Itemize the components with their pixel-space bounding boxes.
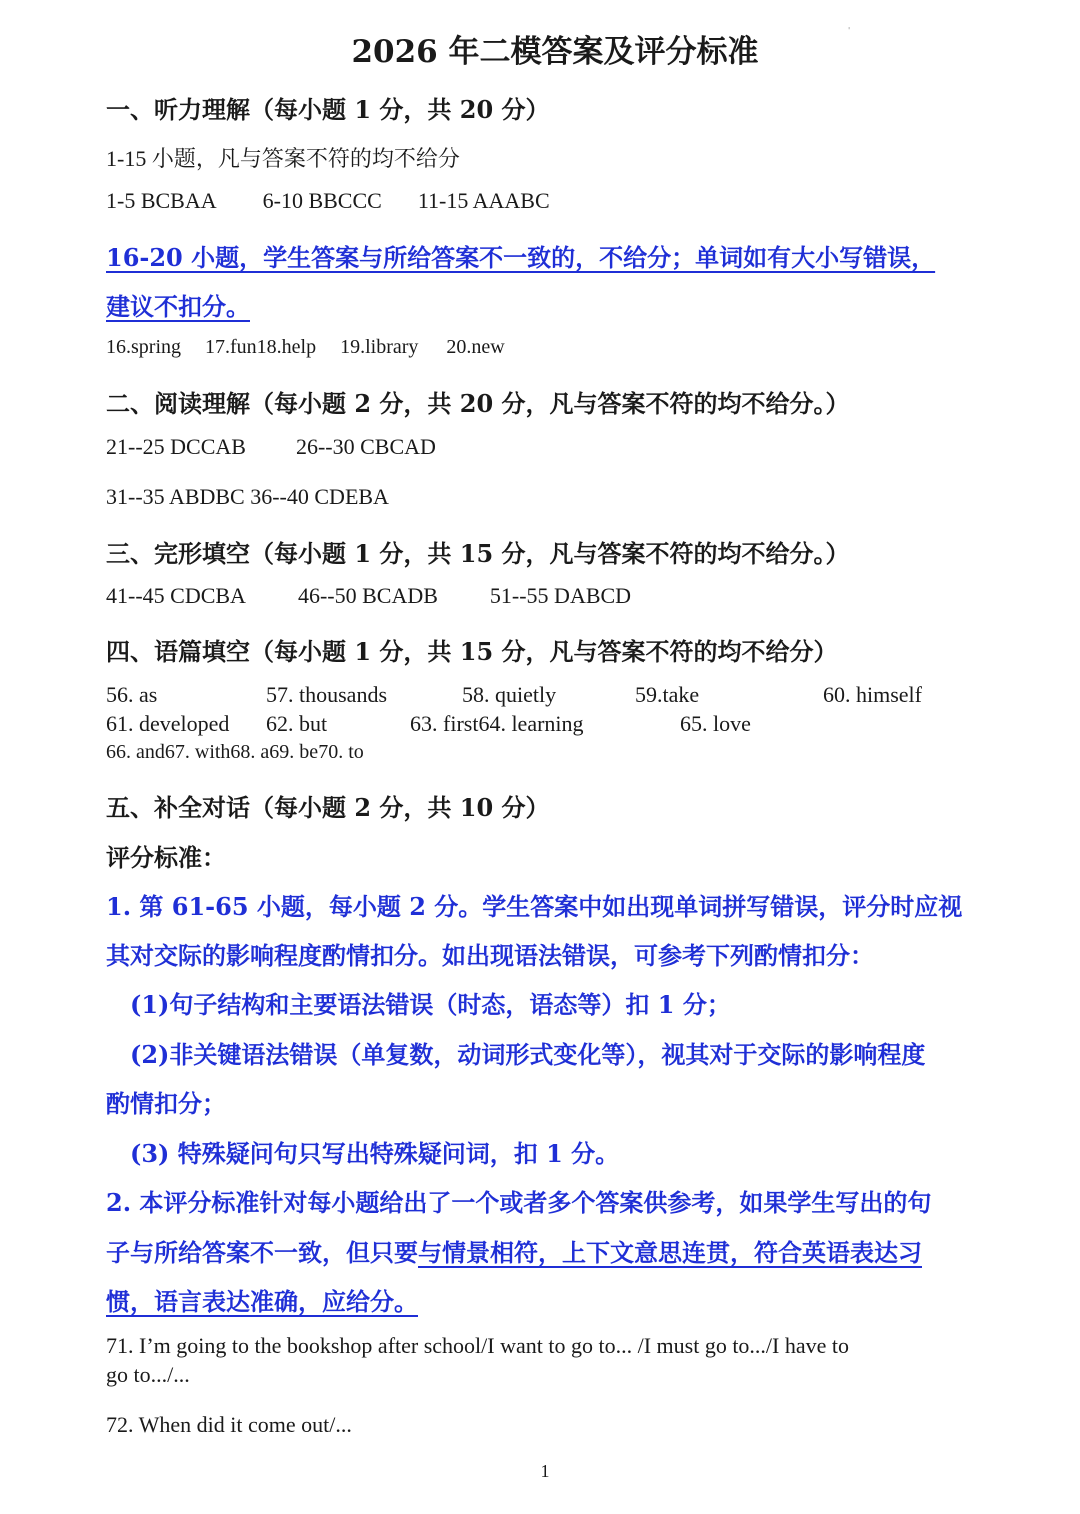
criteria-2-line2-plain: 子与所给答案不一致，但只要 [106, 1238, 418, 1267]
listening-answers-1-15 [106, 188, 550, 214]
answer-71-line2: go to.../... [106, 1362, 190, 1387]
criteria-1-sub2-line1: (2)非关键语法错误（单复数，动词形式变化等），视其对于交际的影响程度 [130, 1040, 926, 1069]
fill-answer-61: 61. developed [106, 711, 230, 736]
fill-answer-56: 56. as [106, 682, 158, 707]
fill-answers-66-70: 66. and67. with68. a69. be70. to [106, 741, 364, 763]
fill-answer-65: 65. love [680, 711, 751, 736]
criteria-2-line3: 惯，语言表达准确，应给分。 [106, 1287, 418, 1316]
criteria-2-line2 [106, 1233, 922, 1268]
criteria-1-sub3: (3) 特殊疑问句只写出特殊疑问词，扣 1 分。 [130, 1139, 620, 1168]
answer-group: 46--50 BCADB [297, 583, 438, 608]
answer-group: 6-10 BBCCC [262, 188, 382, 213]
listening-blue-note-line1: 16-20 小题，学生答案与所给答案不一致的，不给分；单词如有大小写错误， [106, 243, 936, 272]
listening-answers-16-20 [106, 336, 505, 359]
answer-71-line1: 71. I’m going to the bookshop after school/I want to go to... /I must go to.../I have to [106, 1333, 850, 1358]
answer-item: 19.library [340, 336, 419, 358]
criteria-1-line2: 其对交际的影响程度酌情扣分。如出现语法错误，可参考下列酌情扣分： [106, 941, 874, 970]
fill-answer-63-64: 63. first64. learning [410, 711, 584, 736]
answer-item: 17.fun18.help [205, 336, 317, 358]
section-cloze-heading: 三、完形填空（每小题 1 分，共 15 分，凡与答案不符的均不给分。） [106, 539, 850, 568]
answer-group: 21--25 DCCAB [106, 434, 246, 459]
cloze-answers [106, 583, 631, 609]
answer-group: 41--45 CDCBA [106, 583, 246, 608]
listening-blue-note-line2: 建议不扣分。 [106, 292, 250, 321]
criteria-2-line2-underlined: 与情景相符，上下文意思连贯，符合英语表达习 [418, 1238, 922, 1267]
answer-72: 72. When did it come out/... [106, 1412, 352, 1437]
fill-answer-62: 62. but [266, 711, 328, 736]
page-title: 2026 年二模答案及评分标准 [351, 34, 759, 70]
scan-mark: ' [848, 26, 851, 35]
answer-group: 26--30 CBCAD [295, 434, 436, 459]
reading-answers-row2: 31--35 ABDBC 36--40 CDEBA [106, 484, 389, 509]
answer-group: 11-15 AAABC [417, 188, 550, 213]
criteria-1-sub1: (1)句子结构和主要语法错误（时态，语态等）扣 1 分； [130, 990, 731, 1019]
criteria-1-sub2-line2: 酌情扣分； [106, 1089, 226, 1118]
fill-answer-60: 60. himself [823, 682, 922, 707]
section-passage-fill-heading: 四、语篇填空（每小题 1 分，共 15 分，凡与答案不符的均不给分） [106, 637, 838, 666]
criteria-1-line1: 1. 第 61-65 小题，每小题 2 分。学生答案中如出现单词拼写错误，评分时应视 [106, 892, 963, 921]
fill-answer-57: 57. thousands [266, 682, 387, 707]
page-number: 1 [540, 1461, 550, 1481]
listening-note: 1-15 小题，凡与答案不符的均不给分 [106, 146, 460, 171]
fill-answer-59: 59.take [635, 682, 700, 707]
reading-answers-row1 [106, 434, 436, 460]
answer-group: 1-5 BCBAA [106, 188, 217, 213]
section-dialogue-heading: 五、补全对话（每小题 2 分，共 10 分） [106, 793, 550, 822]
section-listening-heading: 一、听力理解（每小题 1 分，共 20 分） [106, 95, 550, 124]
answer-group: 51--55 DABCD [489, 583, 632, 608]
criteria-2-line1: 2. 本评分标准针对每小题给出了一个或者多个答案供参考，如果学生写出的句 [106, 1188, 932, 1217]
fill-answer-58: 58. quietly [462, 682, 557, 707]
answer-item: 20.new [446, 336, 505, 358]
criteria-label: 评分标准： [106, 843, 226, 872]
answer-item: 16.spring [106, 336, 181, 358]
section-reading-heading: 二、阅读理解（每小题 2 分，共 20 分，凡与答案不符的均不给分。） [106, 389, 850, 418]
